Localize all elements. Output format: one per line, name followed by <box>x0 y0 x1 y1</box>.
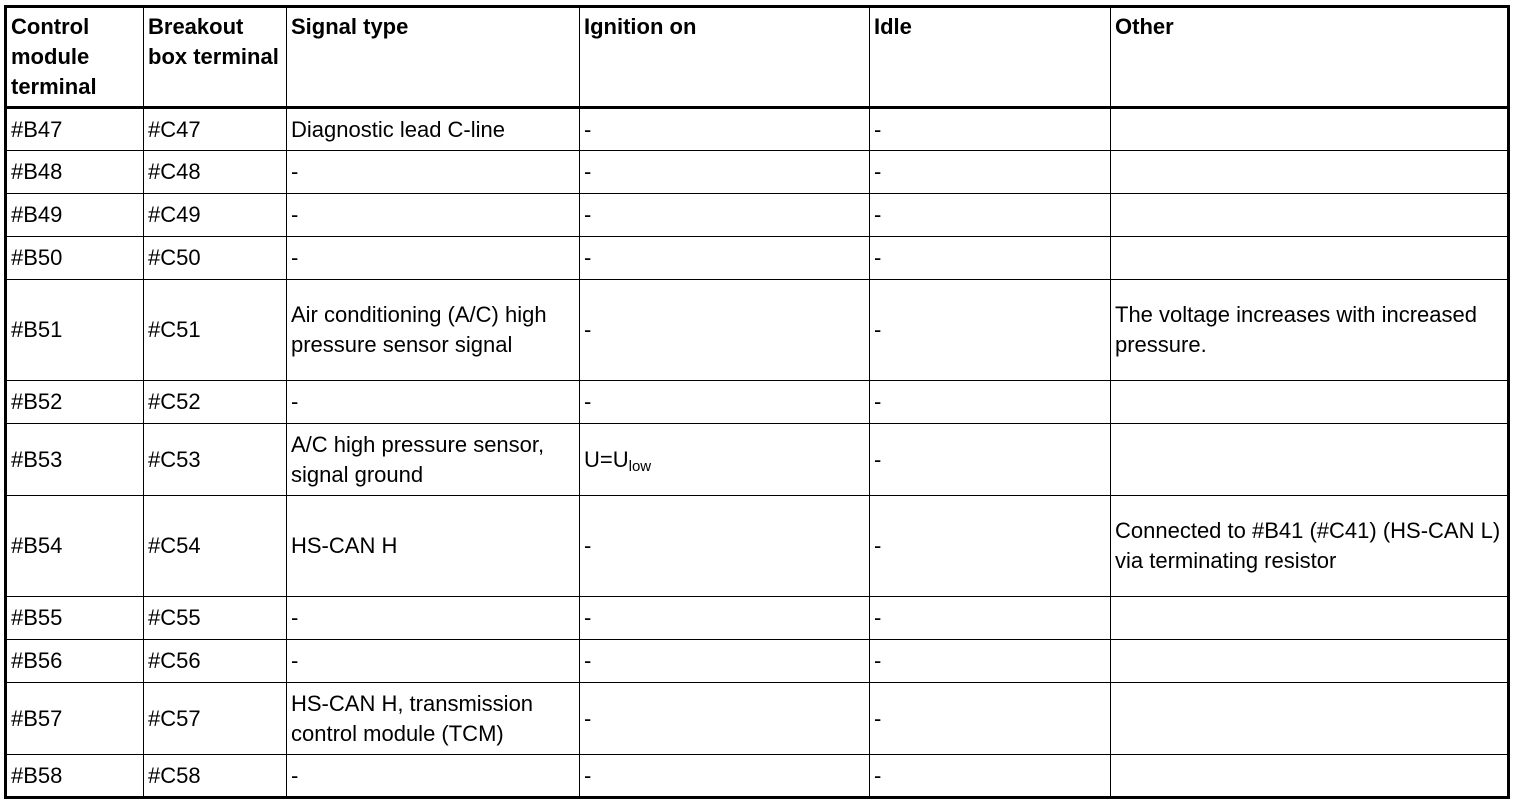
cell-idle: - <box>870 108 1111 151</box>
cell-idle: - <box>870 280 1111 381</box>
header-control-module-terminal: Control module terminal <box>6 7 144 108</box>
table-row <box>6 151 1509 194</box>
terminal-signal-table-container <box>4 5 1510 799</box>
cell-breakout-box-terminal: #C49 <box>144 194 287 237</box>
cell-control-module-terminal: #B48 <box>6 151 144 194</box>
cell-other: Connected to #B41 (#C41) (HS-CAN L) via terminating resistor <box>1111 496 1509 597</box>
cell-control-module-terminal: #B58 <box>6 755 144 798</box>
cell-other: The voltage increases with increased pressure. <box>1111 280 1509 381</box>
cell-signal-type: - <box>287 640 580 683</box>
cell-breakout-box-terminal: #C51 <box>144 280 287 381</box>
cell-breakout-box-terminal: #C47 <box>144 108 287 151</box>
cell-ignition-on: - <box>580 151 870 194</box>
cell-idle: - <box>870 237 1111 280</box>
cell-ignition-on: - <box>580 108 870 151</box>
cell-breakout-box-terminal: #C53 <box>144 424 287 496</box>
table-row <box>6 280 1509 381</box>
terminal-signal-table <box>4 5 1510 799</box>
cell-ignition-on: - <box>580 597 870 640</box>
cell-other <box>1111 108 1509 151</box>
cell-signal-type: - <box>287 194 580 237</box>
cell-breakout-box-terminal: #C52 <box>144 381 287 424</box>
cell-idle: - <box>870 381 1111 424</box>
cell-breakout-box-terminal: #C55 <box>144 597 287 640</box>
ignition-voltage-subscript: low <box>628 457 652 475</box>
cell-breakout-box-terminal: #C48 <box>144 151 287 194</box>
cell-ignition-on <box>580 424 870 496</box>
table-header-row <box>6 7 1509 108</box>
cell-signal-type: Diagnostic lead C-line <box>287 108 580 151</box>
cell-idle: - <box>870 194 1111 237</box>
table-row <box>6 194 1509 237</box>
table-row <box>6 108 1509 151</box>
cell-ignition-on: - <box>580 640 870 683</box>
cell-control-module-terminal: #B50 <box>6 237 144 280</box>
cell-ignition-on: - <box>580 237 870 280</box>
cell-signal-type: - <box>287 597 580 640</box>
cell-other <box>1111 151 1509 194</box>
table-row <box>6 496 1509 597</box>
cell-idle: - <box>870 640 1111 683</box>
cell-idle: - <box>870 496 1111 597</box>
cell-other <box>1111 683 1509 755</box>
table-row <box>6 755 1509 798</box>
cell-idle: - <box>870 597 1111 640</box>
table-row <box>6 640 1509 683</box>
cell-control-module-terminal: #B53 <box>6 424 144 496</box>
cell-idle: - <box>870 151 1111 194</box>
cell-other <box>1111 597 1509 640</box>
cell-ignition-on: - <box>580 683 870 755</box>
header-ignition-on: Ignition on <box>580 7 870 108</box>
cell-breakout-box-terminal: #C50 <box>144 237 287 280</box>
table-row <box>6 683 1509 755</box>
cell-signal-type: A/C high pressure sensor, signal ground <box>287 424 580 496</box>
cell-signal-type: - <box>287 237 580 280</box>
header-breakout-box-terminal: Breakout box terminal <box>144 7 287 108</box>
header-other: Other <box>1111 7 1509 108</box>
cell-other <box>1111 237 1509 280</box>
cell-control-module-terminal: #B47 <box>6 108 144 151</box>
table-row <box>6 424 1509 496</box>
cell-control-module-terminal: #B49 <box>6 194 144 237</box>
cell-ignition-on: - <box>580 496 870 597</box>
cell-other <box>1111 381 1509 424</box>
cell-ignition-on: - <box>580 755 870 798</box>
cell-other <box>1111 424 1509 496</box>
table-row <box>6 597 1509 640</box>
cell-idle: - <box>870 683 1111 755</box>
cell-idle: - <box>870 755 1111 798</box>
cell-signal-type: - <box>287 755 580 798</box>
header-idle: Idle <box>870 7 1111 108</box>
table-row <box>6 381 1509 424</box>
cell-breakout-box-terminal: #C57 <box>144 683 287 755</box>
cell-control-module-terminal: #B55 <box>6 597 144 640</box>
table-row <box>6 237 1509 280</box>
cell-control-module-terminal: #B51 <box>6 280 144 381</box>
cell-signal-type: - <box>287 151 580 194</box>
cell-idle: - <box>870 424 1111 496</box>
header-signal-type: Signal type <box>287 7 580 108</box>
cell-signal-type: HS-CAN H, transmission control module (TCM) <box>287 683 580 755</box>
cell-ignition-on: - <box>580 194 870 237</box>
cell-other <box>1111 755 1509 798</box>
cell-signal-type: - <box>287 381 580 424</box>
cell-control-module-terminal: #B56 <box>6 640 144 683</box>
cell-control-module-terminal: #B52 <box>6 381 144 424</box>
cell-breakout-box-terminal: #C58 <box>144 755 287 798</box>
cell-ignition-on: - <box>580 381 870 424</box>
cell-control-module-terminal: #B54 <box>6 496 144 597</box>
cell-control-module-terminal: #B57 <box>6 683 144 755</box>
cell-signal-type: Air conditioning (A/C) high pressure sensor signal <box>287 280 580 381</box>
cell-breakout-box-terminal: #C54 <box>144 496 287 597</box>
cell-signal-type: HS-CAN H <box>287 496 580 597</box>
cell-other <box>1111 194 1509 237</box>
ignition-voltage-label: U=U <box>584 446 629 472</box>
cell-breakout-box-terminal: #C56 <box>144 640 287 683</box>
cell-other <box>1111 640 1509 683</box>
cell-ignition-on: - <box>580 280 870 381</box>
